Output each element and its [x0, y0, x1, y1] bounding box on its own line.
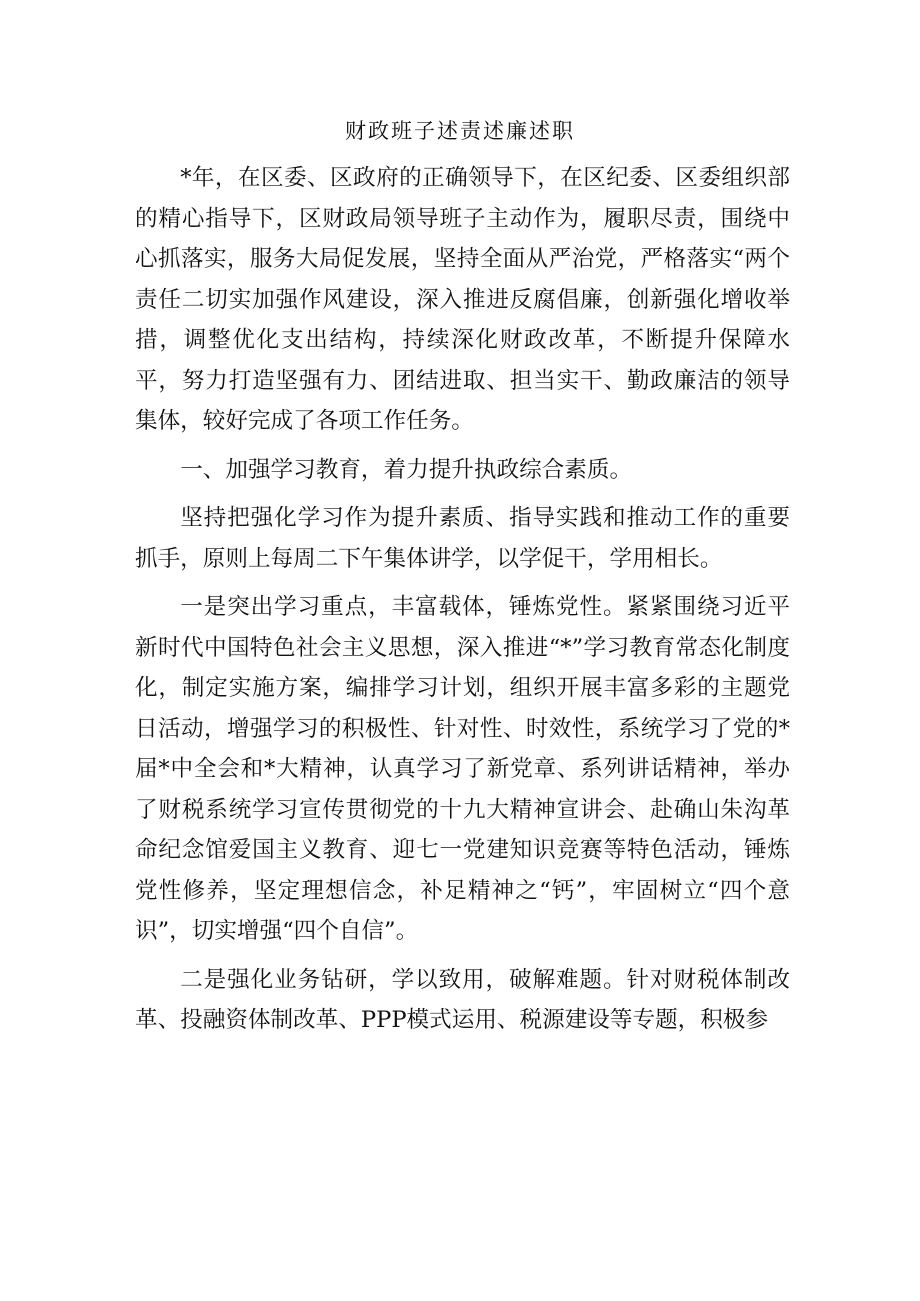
- document-body: [135, 158, 790, 1041]
- paragraph-intro: *年，在区委、区政府的正确领导下，在区纪委、区委组织部的精心指导下，区财政局领导班子主动作为，履职尽责，围绕中心抓落实，服务大局促发展，坚持全面从严治党，严格落实“两个责任二切实加强作风建设，深入推进反腐倡廉，创新强化增收举措，调整优化支出结构，持续深化财政改革，不断提升保障水平，努力打造坚强有力、团结进取、担当实干、勤政廉洁的领导集体，较好完成了各项工作任务。: [135, 165, 790, 434]
- section-heading-1: 一、加强学习教育，着力提升执政综合素质。: [180, 456, 633, 483]
- paragraph-study-overview: 坚持把强化学习作为提升素质、指导实践和推动工作的重要抓手，原则上每周二下午集体讲学，以学促干，学用相长。: [135, 505, 790, 572]
- document-title: 财政班子述责述廉述职: [345, 119, 575, 143]
- paragraph-point-one: 一是突出学习重点，丰富载体，锤炼党性。紧紧围绕习近平新时代中国特色社会主义思想，深入推进“*”学习教育常态化制度化，制定实施方案，编排学习计划，组织开展丰富多彩的主题党日活动，增强学习的积极性、针对性、时效性，系统学习了党的*届*中全会和*大精神，认真学习了新党章、系列讲话精神，举办了财税系统学习宣传贯彻党的十九大精神宣讲会、赴确山朱沟革命纪念馆爱国主义教育、迎七一党建知识竞赛等特色活动，锤炼党性修养，坚定理想信念，补足精神之“钙”，牢固树立“四个意识”，切实增强“四个自信”。: [135, 594, 790, 944]
- paragraph-point-two: 二是强化业务钻研，学以致用，破解难题。针对财税体制改革、投融资体制改革、PPP模式运用、税源建设等专题，积极参: [135, 966, 790, 1033]
